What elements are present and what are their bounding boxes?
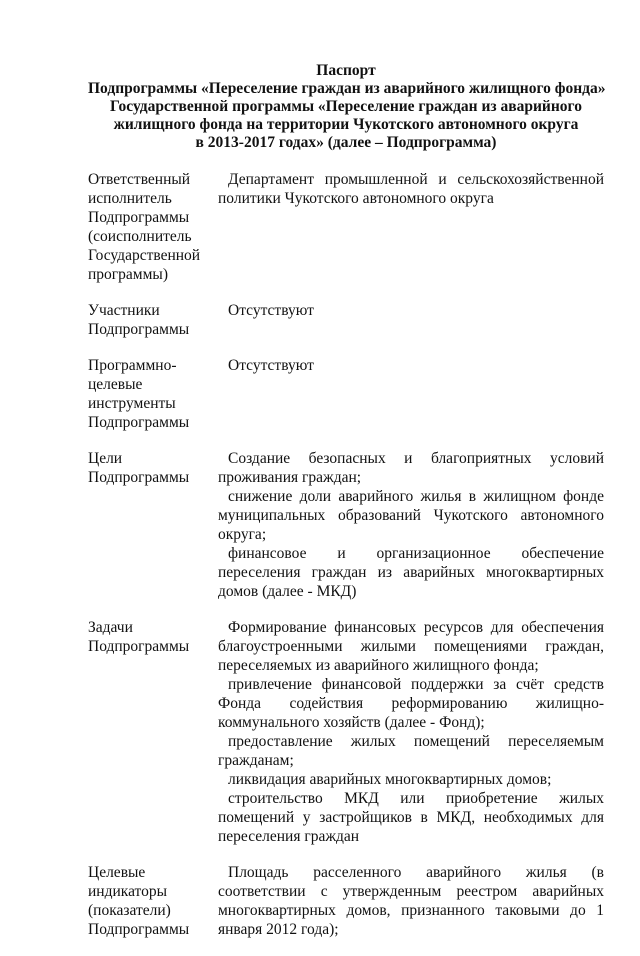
passport-row-responsible bbox=[88, 170, 604, 284]
label-line: Программно- bbox=[88, 357, 177, 374]
row-paragraph: финансовое и организационное обеспечение переселения граждан из аварийных многоквартирных домов (далее - МКД) bbox=[218, 545, 604, 600]
label-line: исполнитель bbox=[88, 190, 172, 207]
title-line: Паспорт bbox=[316, 62, 376, 79]
label-line: целевые bbox=[88, 376, 143, 393]
label-line: (соисполнитель bbox=[88, 228, 192, 245]
label-line: Подпрограммы bbox=[88, 921, 190, 938]
row-paragraph: Отсутствуют bbox=[228, 357, 314, 374]
row-paragraph: ликвидация аварийных многоквартирных домов; bbox=[228, 771, 552, 788]
row-label bbox=[88, 170, 218, 284]
label-line: программы) bbox=[88, 266, 168, 283]
passport-row-tasks bbox=[88, 618, 604, 846]
row-label bbox=[88, 449, 218, 601]
row-content bbox=[218, 170, 604, 284]
label-line: индикаторы bbox=[88, 883, 168, 900]
label-line: Целевые bbox=[88, 864, 146, 881]
label-line: Ответственный bbox=[88, 171, 191, 188]
document-page bbox=[88, 62, 604, 956]
title-line: в 2013-2017 годах» (далее – Подпрограмма) bbox=[195, 134, 497, 151]
row-content bbox=[218, 618, 604, 846]
row-content bbox=[218, 449, 604, 601]
title-line: Подпрограммы «Переселение граждан из аварийного жилищного фонда» bbox=[88, 80, 606, 97]
row-paragraph: Площадь расселенного аварийного жилья (в соответствии с утвержденным реестром аварийных многоквартирных домов, признанного таковыми до 1 января 2012 года); bbox=[218, 864, 604, 938]
title-line: Государственной программы «Переселение граждан из аварийного bbox=[110, 98, 582, 115]
label-line: Подпрограммы bbox=[88, 321, 190, 338]
label-line: Цели bbox=[88, 450, 123, 467]
passport-row-goals bbox=[88, 449, 604, 601]
label-line: Задачи bbox=[88, 619, 133, 636]
passport-row-instruments bbox=[88, 356, 604, 432]
row-label bbox=[88, 618, 218, 846]
label-line: Участники bbox=[88, 302, 160, 319]
label-line: Государственной bbox=[88, 247, 201, 264]
row-paragraph: Отсутствуют bbox=[228, 302, 314, 319]
row-paragraph: Департамент промышленной и сельскохозяйственной политики Чукотского автономного округа bbox=[218, 171, 604, 207]
row-content bbox=[218, 301, 604, 339]
row-paragraph: строительство МКД или приобретение жилых помещений у застройщиков в МКД, необходимых для переселения граждан bbox=[218, 790, 604, 845]
label-line: Подпрограммы bbox=[88, 414, 190, 431]
passport-row-participants bbox=[88, 301, 604, 339]
row-content bbox=[218, 356, 604, 432]
label-line: (показатели) bbox=[88, 902, 171, 919]
document-title bbox=[88, 62, 604, 152]
row-label bbox=[88, 301, 218, 339]
label-line: Подпрограммы bbox=[88, 209, 190, 226]
row-paragraph: снижение доли аварийного жилья в жилищном фонде муниципальных образований Чукотского автономного округа; bbox=[218, 488, 604, 543]
row-paragraph: Создание безопасных и благоприятных условий проживания граждан; bbox=[218, 450, 604, 486]
label-line: инструменты bbox=[88, 395, 176, 412]
label-line: Подпрограммы bbox=[88, 638, 190, 655]
row-label bbox=[88, 356, 218, 432]
row-paragraph: предоставление жилых помещений переселяемым гражданам; bbox=[218, 733, 604, 769]
title-line: жилищного фонда на территории Чукотского автономного округа bbox=[113, 116, 579, 133]
row-content bbox=[218, 863, 604, 939]
passport-row-indicators bbox=[88, 863, 604, 939]
row-label bbox=[88, 863, 218, 939]
row-paragraph: привлечение финансовой поддержки за счёт средств Фонда содействия реформированию жилищно-коммунального хозяйств (далее - Фонд); bbox=[218, 676, 604, 731]
row-paragraph: Формирование финансовых ресурсов для обеспечения благоустроенными жилыми помещениями граждан, переселяемых из аварийного жилищного фонда; bbox=[218, 619, 604, 674]
label-line: Подпрограммы bbox=[88, 469, 190, 486]
